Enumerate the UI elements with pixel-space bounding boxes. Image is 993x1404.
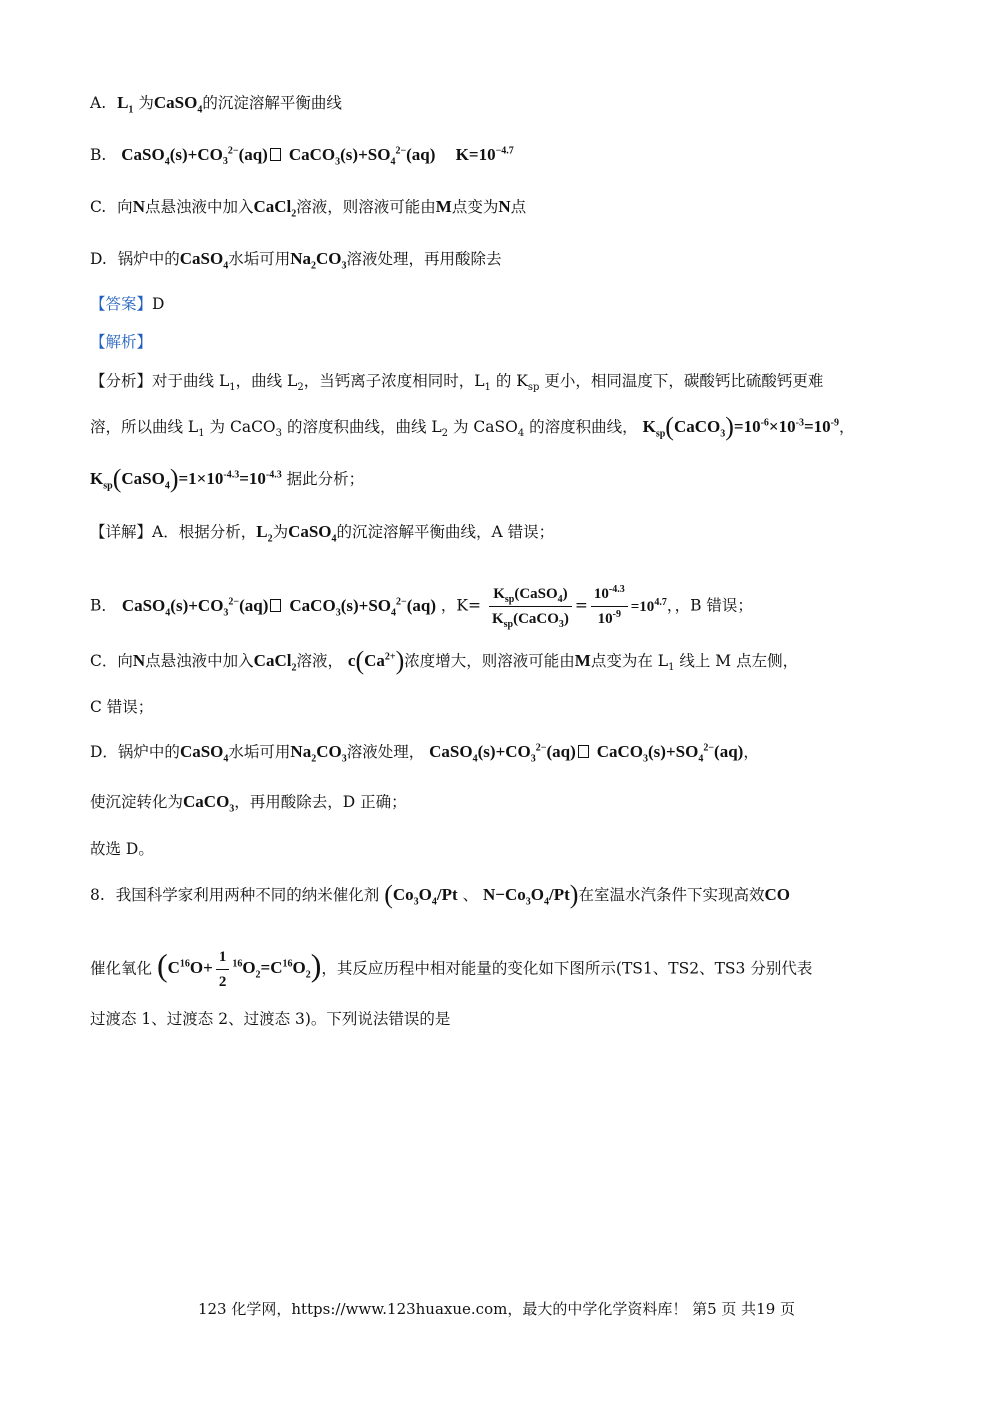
symbol-box-icon xyxy=(270,599,281,612)
detail-d: D．锅炉中的CaSO$_4$水垢可用$Na_2CO_3$溶液处理， $CaSO_4(s)+CO_3^{2-}(aq)$ $CaCO_3(s)+SO_4^{2-}(aq)$， xyxy=(90,742,759,765)
half-fraction: $\frac{1}{2}$ xyxy=(216,946,230,993)
symbol-box-icon xyxy=(578,745,589,758)
question-8-line-2: 催化氧化 ($C^{16}O+$ $\frac{1}{2}$ $^{16}O_2=C^{16}O_2$)，其反应历程中相对能量的变化如下图所示(TS1、TS2、TS3 分别代表 xyxy=(90,946,933,993)
value-fraction: $\frac{10^{-4.3}}{10^{-9}}$ xyxy=(591,583,628,630)
symbol-box-icon xyxy=(270,148,281,161)
answer-line: 【答案】D xyxy=(90,295,165,313)
option-b: B. $CaSO_4(s)+CO_3^{2-}(aq)$ $CaCO_3(s)+SO_4^{2-}(aq)$ $K=10^{-4.7}$ xyxy=(90,145,514,168)
option-a: A. $L_1$ 为CaSO$_4$的沉淀溶解平衡曲线 xyxy=(90,93,342,116)
analysis-heading: 【解析】 xyxy=(90,333,153,351)
fenxi-line-2: 溶，所以曲线 $L_1$ 为 CaCO$_3$ 的溶度积曲线，曲线 $L_2$ 为 CaSO$_4$ 的溶度积曲线， $K_{sp}(CaCO_3)=10^{-6}\times 10^{-3}=10^{-9}$， xyxy=(90,412,855,441)
fenxi-line-3: $K_{sp}(CaSO_4)=1\times 10^{-4.3}=10^{-4.3}$ 据此分析； xyxy=(90,464,365,493)
detail-c-cont: C 错误； xyxy=(90,698,154,716)
equilibrium-equation: $CaSO_4(s)+CO_3^{2-}(aq)$ $CaCO_3(s)+SO_4^{2-}(aq)$ xyxy=(121,145,436,168)
option-c: C. 向N点悬浊液中加入CaCl$_2$溶液，则溶液可能由M点变为N点 xyxy=(90,197,527,220)
detail-b: B． $CaSO_4(s)+CO_3^{2-}(aq)$ $CaCO_3(s)+SO_4^{2-}(aq)$ ，K= $\frac{K_{sp}(CaSO_4)}{K_{sp}(CaCO_3)}$ = $\frac{10^{-4.3}}{10^{-9}}$ $=10^{4.7}$，，B 错误； xyxy=(90,584,753,630)
detail-c: C．向N点悬浊液中加入CaCl$_2$溶液， $c(Ca^{2+})$浓度增大，则溶液可能由M点变为在 $L_1$ 线上 M 点左侧， xyxy=(90,646,799,675)
detail-d-cont: 使沉淀转化为CaCO$_3$，再用酸除去，D 正确； xyxy=(90,792,407,815)
option-d: D. 锅炉中的CaSO$_4$水垢可用$Na_2CO_3$溶液处理，再用酸除去 xyxy=(90,249,502,272)
final-answer: 故选 D。 xyxy=(90,840,154,858)
question-8-line-3: 过渡态 1、过渡态 2、过渡态 3)。下列说法错误的是 xyxy=(90,1010,451,1028)
fenxi-line-1: 【分析】对于曲线 $L_1$，曲线 $L_2$，当钙离子浓度相同时，$L_1$ 的 $K_{sp}$ 更小，相同温度下，碳酸钙比硫酸钙更难 xyxy=(90,372,824,394)
detail-a: 【详解】A．根据分析，$L_2$为CaSO$_4$的沉淀溶解平衡曲线，A 错误； xyxy=(90,522,555,545)
page-footer: 123 化学网，https://www.123huaxue.com，最大的中学化学资料库！ 第5 页 共19 页 xyxy=(197,1300,796,1318)
k-fraction: $\frac{K_{sp}(CaSO_4)}{K_{sp}(CaCO_3)}$ xyxy=(489,583,572,630)
question-8-line-1: 8. 我国科学家利用两种不同的纳米催化剂 ($Co_3O_4/Pt$ 、 $N-Co_3O_4/Pt$)在室温水汽条件下实现高效CO xyxy=(90,880,790,909)
